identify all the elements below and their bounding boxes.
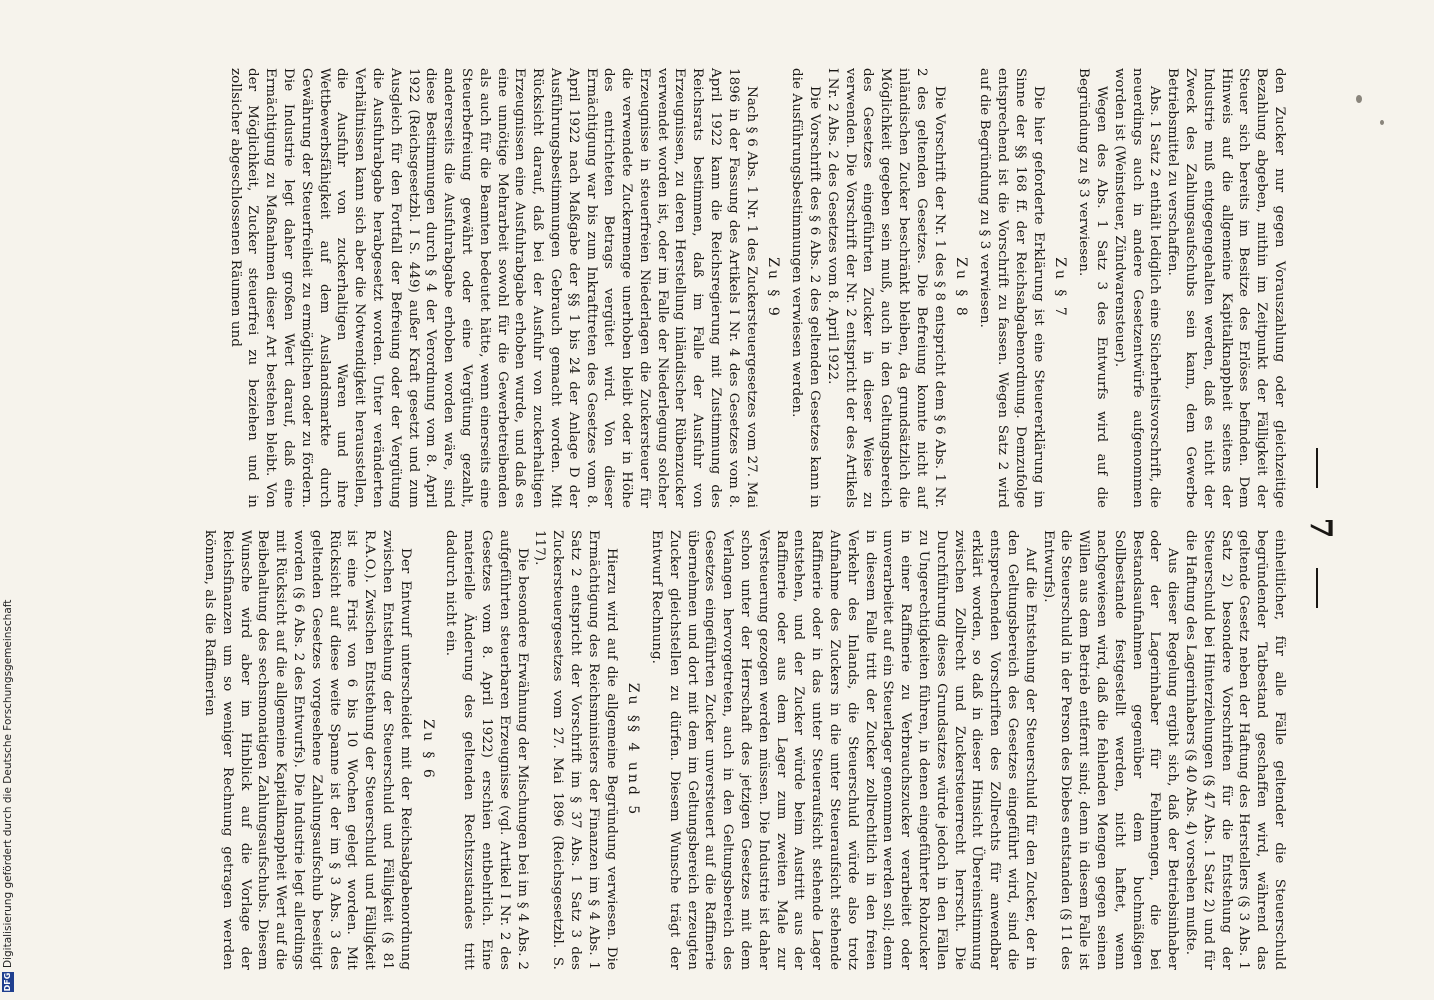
paragraph: Die Vorschrift des § 6 Abs. 2 des geltenden Gesetzes kann in die Ausführungsbestimmungen verwiesen werden.	[789, 68, 823, 508]
paragraph: einheitlicher, für alle Fälle geltender die Steuerschuld begründender Tatbestand geschaffen wird, während das geltende Gesetz neben der Haftung des Herstellers (§ 3 Abs. 1 Satz 2) besondere Vorschriften für die Entstehung der Steuerschuld bei Hinterziehungen (§ 47 Abs. 1 Satz 2) und für die Haftung des Lagerinhabers (§ 40 Abs. 4) vorsehen mußte.	[1183, 530, 1287, 970]
text-column-right	[226, 68, 1288, 508]
paragraph: Aus dieser Regelung ergibt sich, daß der Betriebsinhaber oder der Lagerinhaber für Fehlmengen, die bei Bestandsaufnahmen gegenüber dem buchmäßigen Sollbestande festgestellt werden, nicht haftet, wenn nachgewiesen wird, daß die fehlenden Mengen gegen seinen Willen aus dem Betrieb entfernt sind; denn in diesem Falle ist die Steuerschuld in der Person des Diebes entstanden (§ 11 des Entwurfs).	[1040, 530, 1181, 970]
digitization-credit	[2, 372, 18, 992]
credit-text: Digitalisierung gefördert durch die Deutsche Forschungsgemeinschaft	[2, 599, 14, 968]
page-number-dash-right	[1316, 568, 1318, 608]
scan-speck	[1356, 95, 1362, 103]
paragraph: Wegen des Abs. 1 Satz 3 des Entwurfs wird auf die Begründung zu § 3 verwiesen.	[1076, 68, 1110, 508]
section-heading: Zu § 9	[765, 257, 782, 319]
paragraph: Die hier geforderte Erklärung ist eine Steuererklärung im Sinne der §§ 168 ff. der Reichsabgabenordnung. Demzufolge entsprechend ist die Vorschrift zu fassen. Wegen Satz 2 wird auf die Begründung zu § 3 verwiesen.	[977, 68, 1046, 508]
page-number: 7	[1303, 517, 1338, 539]
paragraph: Hierzu wird auf die allgemeine Begründung verwiesen. Die Ermächtigung des Reichsministers der Finanzen im § 4 Abs. 1 Satz 2 entspricht der Vorschrift im § 37 Abs. 1 Satz 3 des Zuckersteuergesetzes vom 27. Mai 1896 (Reichsgesetzbl. S. 117).	[532, 530, 619, 970]
section-heading: Zu § 6	[419, 719, 436, 781]
paragraph: Die Vorschrift der Nr. 1 des § 8 entspricht dem § 6 Abs. 1 Nr. 2 des geltenden Gesetzes. Die Befreiung konnte nicht auf inländischen Zucker beschränkt bleiben, da grundsätzlich die Möglichkeit gegeben sein muß, auch in den Geltungsbereich des Gesetzes eingeführten Zucker in dieser Weise zu verwenden. Die Vorschrift der Nr. 2 entspricht der des Artikels I Nr. 2 Abs. 2 des Gesetzes vom 8. April 1922.	[824, 68, 947, 508]
credit-strip	[0, 0, 22, 1000]
section-heading: Zu §§ 4 und 5	[625, 682, 642, 818]
rotated-page-content	[98, 68, 1338, 968]
paragraph: Abs. 1 Satz 2 enthält lediglich eine Sicherheitsvorschrift, die neuerdings auch in andere Gesetzentwürfe aufgenommen worden ist (Weinsteuer, Zündwarensteuer).	[1111, 68, 1163, 508]
paragraph: Der Entwurf unterscheidet mit der Reichsabgabenordnung zwischen Entstehung der Steuerschuld und Fälligkeit (§ 81 R.A.O.). Zwischen Entstehung der Steuerschuld und Fälligkeit ist eine Frist von 6 bis 10 Wochen gelegt worden. Mit Rücksicht auf diese weite Spanne ist der im § 3 Abs. 3 des geltenden Gesetzes vorgesehene Zahlungsaufschub beseitigt worden (§ 6 Abs. 2 des Entwurfs). Die Industrie legt allerdings mit Rücksicht auf die allgemeine Kapitalknappheit Wert auf die Beibehaltung des sechsmonatigen Zahlungsaufschubs. Diesem Wunsche wird aber im Hinblick auf die Vorlage der Reichsfinanzen um so weniger Rechnung getragen werden können, als die Raffinerien	[201, 530, 413, 970]
paragraph: Auf die Entstehung der Steuerschuld für den Zucker, der in den Geltungsbereich des Gesetzes eingeführt wird, sind die entsprechenden Vorschriften des Zollrechts für anwendbar erklärt worden, so daß in dieser Hinsicht Übereinstimmung zwischen Zollrecht und Zuckersteuerrecht herrscht. Die Durchführung dieses Grundsatzes würde jedoch in den Fällen zu Ungerechtigkeiten führen, in denen eingeführter Rohzucker in einer Raffinerie zu Verbrauchszucker verarbeitet oder unverarbeitet auf ein Steuerlager genommen werden soll; denn in diesem Falle tritt der Zucker zollrechtlich in den freien Verkehr des Inlands, die Steuerschuld würde also trotz Aufnahme des Zuckers in die unter Steueraufsicht stehende Raffinerie oder in das unter Steueraufsicht stehende Lager entstehen, und der Zucker würde beim Austritt aus der Raffinerie oder aus dem Lager zum zweiten Male zur Versteuerung gezogen werden müssen. Die Industrie ist daher schon unter der Herrschaft des jetzigen Gesetzes mit dem Verlangen hervorgetreten, auch in den Geltungsbereich des Gesetzes eingeführten Zucker unversteuert auf die Raffinerie übernehmen und dort mit dem im Geltungsbereich erzeugten Zucker gleichstellen zu dürfen. Diesem Wunsche trägt der Entwurf Rechnung.	[649, 530, 1038, 970]
paragraph: den Zucker nur gegen Vorauszahlung oder gleichzeitige Bezahlung abgeben, mithin im Zeitpunkt der Fälligkeit der Steuer sich bereits im Besitze des Erlöses befinden. Dem Hinweis auf die allgemeine Kapitalknappheit seitens der Industrie muß entgegengehalten werden, daß es nicht der Zweck des Zahlungsaufschubs sein kann, dem Gewerbe Betriebsmittel zu verschaffen.	[1165, 68, 1287, 508]
section-heading: Zu § 7	[1052, 257, 1069, 319]
page-number-dash-left	[1316, 448, 1318, 488]
paragraph: Nach § 6 Abs. 1 Nr. 1 des Zuckersteuergesetzes vom 27. Mai 1896 in der Fassung des Artikels I Nr. 4 des Gesetzes vom 8. April 1922 kann die Reichsregierung mit Zustimmung des Reichsrats bestimmen, daß im Falle der Ausfuhr von Erzeugnissen, zu deren Herstellung inländischer Rübenzucker verwendet worden ist, oder im Falle der Niederlegung solcher Erzeugnisse in steuerfreien Niederlagen die Zuckersteuer für die verwendete Zuckermenge unerhoben bleibt oder in Höhe des entrichteten Betrags vergütet wird. Von dieser Ermächtigung war bis zum Inkrafttreten des Gesetzes vom 8. April 1922 nach Maßgabe der §§ 1 bis 24 der Anlage D der Ausführungsbestimmungen Gebrauch gemacht worden. Mit Rücksicht darauf, daß bei der Ausfuhr von zuckerhaltigen Erzeugnissen eine Ausfuhrabgabe erhoben wurde, und daß es eine unnötige Mehrarbeit sowohl für die Gewerbetreibenden als auch für die Beamten bedeutet hätte, wenn einerseits eine Steuerbefreiung gewährt oder eine Vergütung gezahlt, andererseits die Ausfuhrabgabe erhoben worden wäre, sind diese Bestimmungen durch § 4 der Verordnung vom 8. April 1922 (Reichsgesetzbl. I S. 449) außer Kraft gesetzt und zum Ausgleich für den Fortfall der Befreiung oder der Vergütung die Ausfuhrabgabe herabgesetzt worden. Unter veränderten Verhältnissen kann sich aber die Notwendigkeit herausstellen, die Ausfuhr von zuckerhaltigen Waren und ihre Wettbewerbsfähigkeit auf dem Auslandsmarkte durch Gewährung der Steuerfreiheit zu ermöglichen oder zu fördern. Die Industrie legt daher großen Wert darauf, daß eine Ermächtigung zu Maßnahmen dieser Art bestehen bleibt. Von der Möglichkeit, Zucker steuerfrei zu beziehen und in zollsicher abgeschlossenen Räumen und	[227, 68, 759, 508]
text-column-left	[200, 530, 1288, 970]
section-heading: Zu § 8	[953, 257, 970, 319]
dfg-logo-icon: DFG	[3, 972, 12, 992]
scan-speck	[1380, 120, 1384, 125]
paragraph: Die besondere Erwähnung der Mischungen bei im § 4 Abs. 2 aufgeführten steuerbaren Erzeugnisse (vgl. Artikel I Nr. 2 des Gesetzes vom 8. April 1922) erschien entbehrlich. Eine materielle Änderung des geltenden Rechtszustandes tritt dadurch nicht ein.	[443, 530, 530, 970]
